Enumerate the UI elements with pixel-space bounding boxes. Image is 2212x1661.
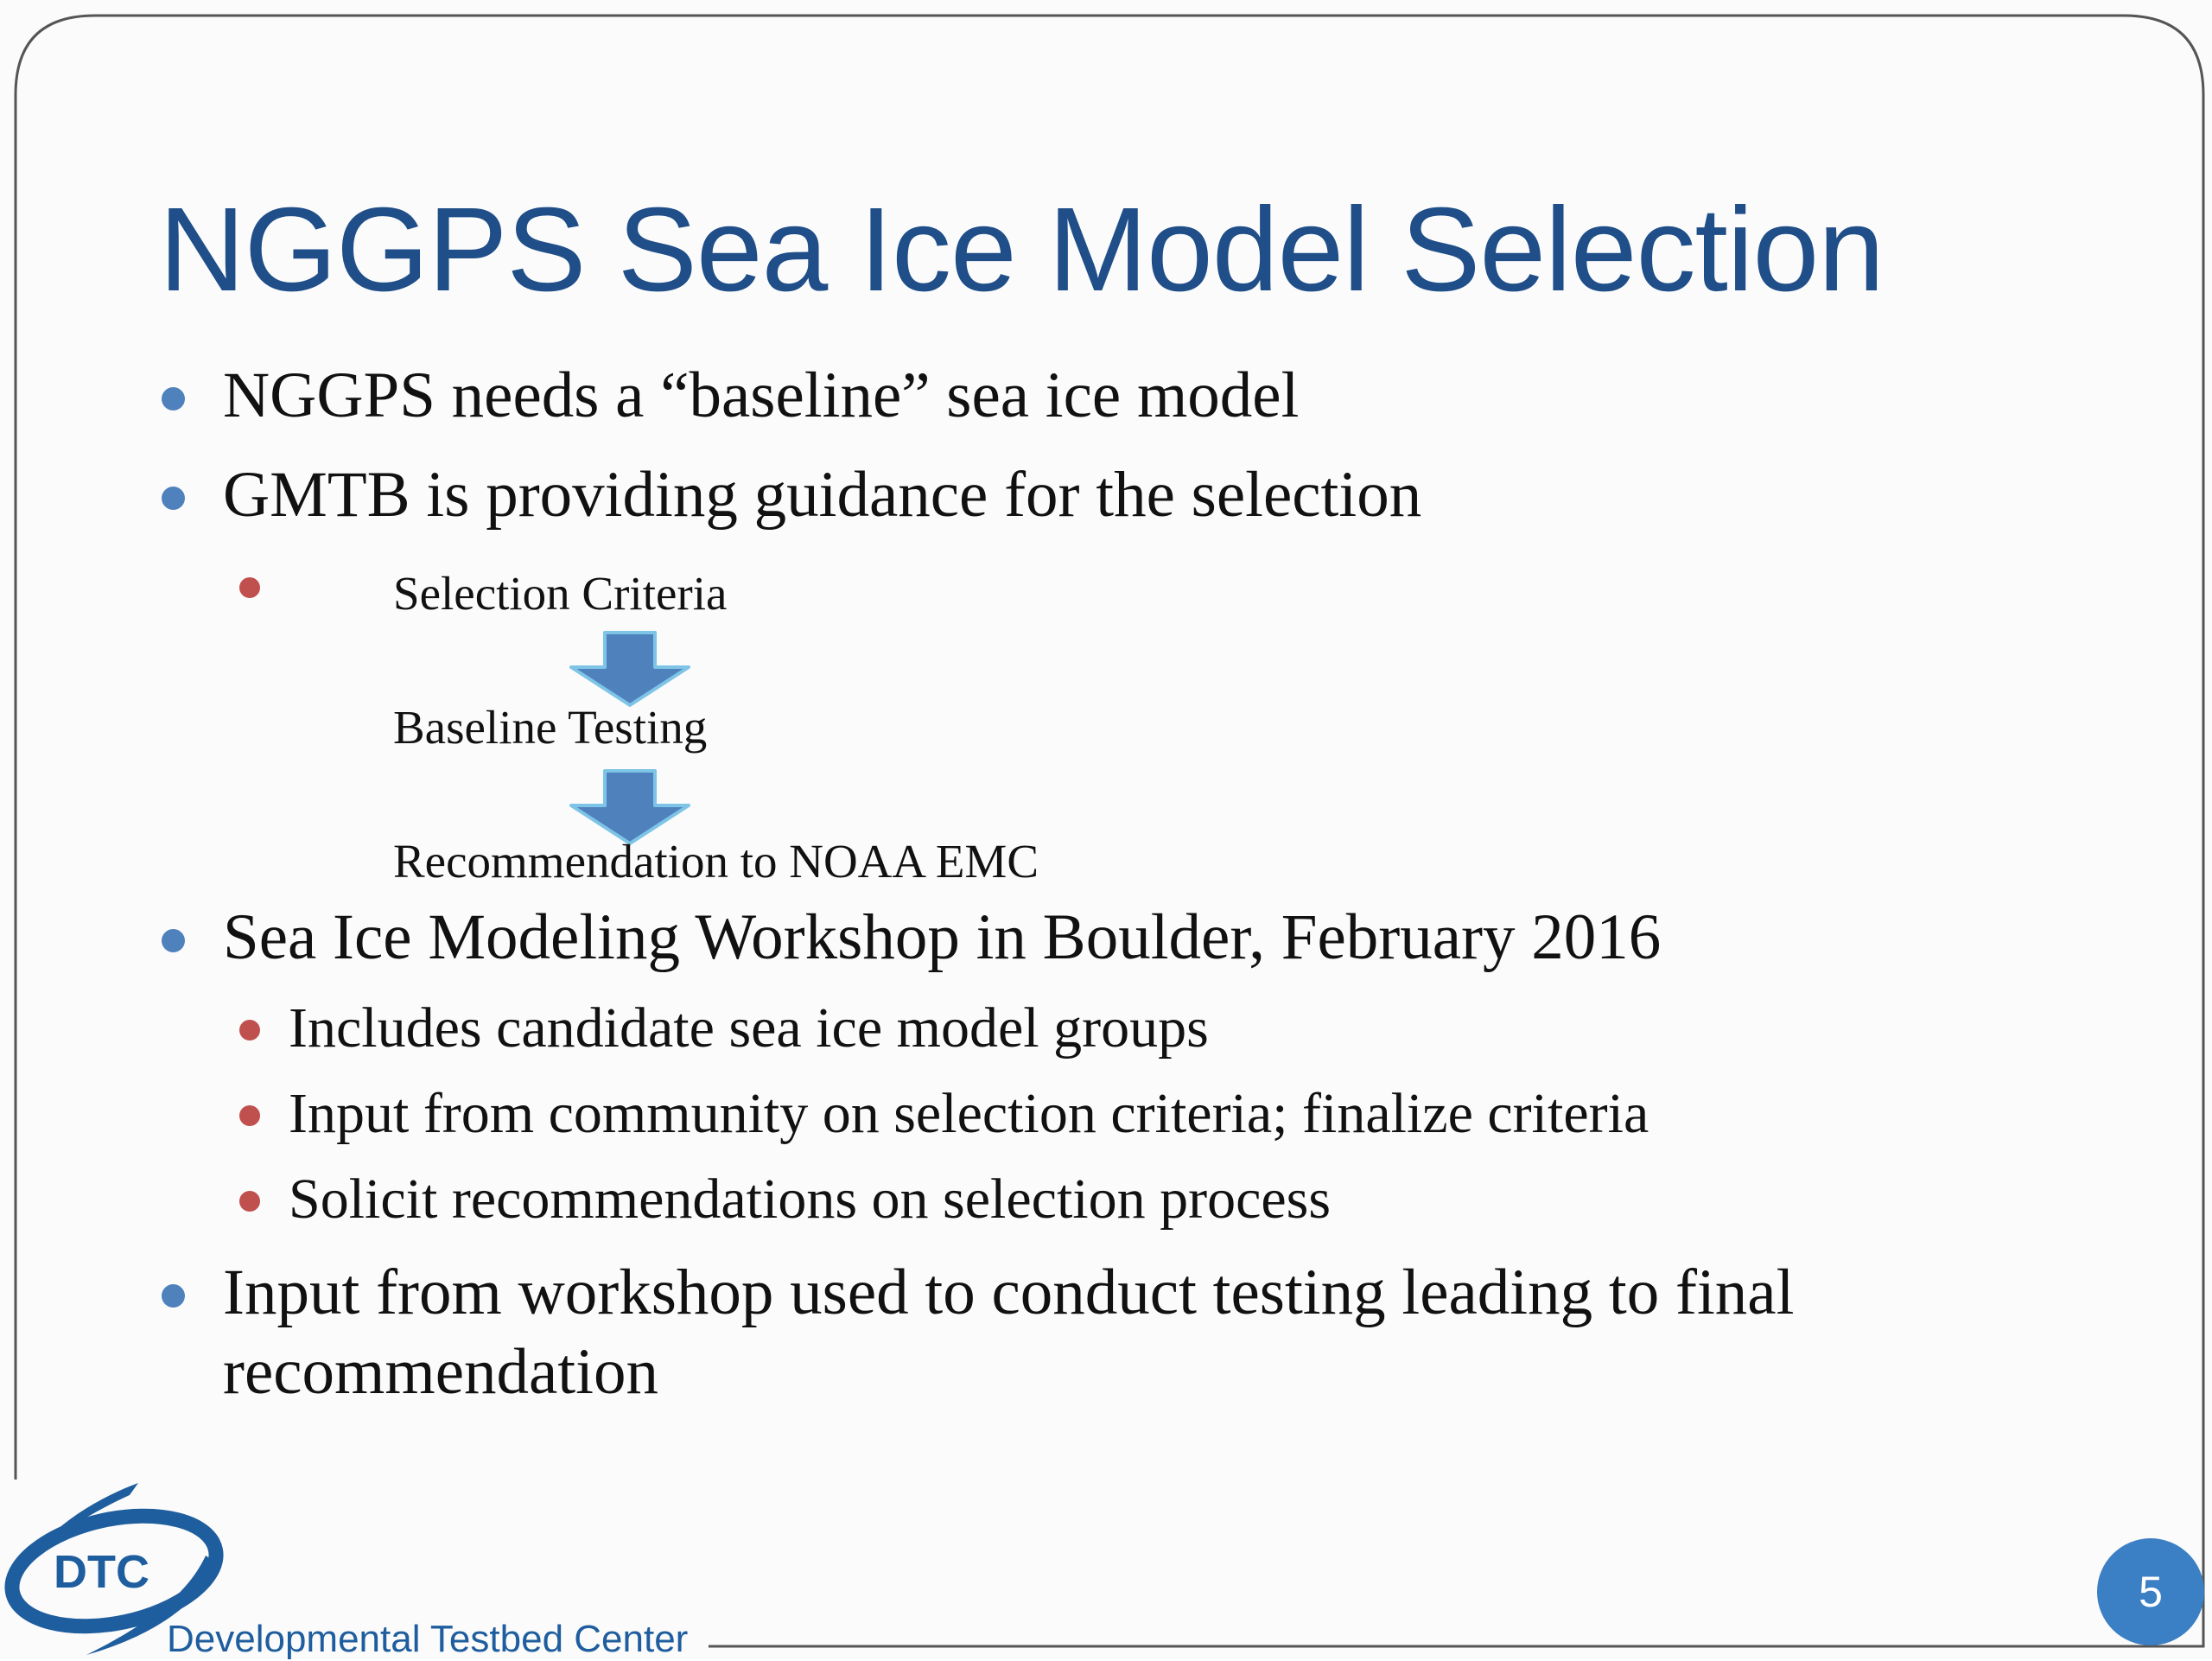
bullet-dot (162, 929, 185, 952)
bullet-dot (239, 1020, 260, 1041)
bullet-testing-line-1: Input from workshop used to conduct testing leading to final (223, 1257, 1795, 1328)
subbullet-candidate-groups: Includes candidate sea ice model groups (289, 996, 1209, 1060)
logo-text: DTC (54, 1546, 149, 1598)
flow-step-baseline-testing: Baseline Testing (393, 701, 708, 754)
slide-title: NGGPS Sea Ice Model Selection (159, 183, 1884, 316)
bullet-baseline-model: NGGPS needs a “baseline” sea ice model (223, 360, 1300, 431)
bullet-dot (162, 1284, 185, 1308)
bullet-dot (162, 487, 185, 510)
subbullet-community-input: Input from community on selection criteria; finalize criteria (289, 1082, 1649, 1145)
bullet-dot (239, 1105, 260, 1126)
flow-step-selection-criteria: Selection Criteria (393, 567, 728, 620)
organization-name: Developmental Testbed Center (167, 1618, 689, 1660)
flow-step-recommendation: Recommendation to NOAA EMC (393, 835, 1039, 888)
bullet-dot (162, 387, 185, 410)
arrow-down-icon (566, 629, 694, 709)
subbullet-solicit-recommendations: Solicit recommendations on selection process (289, 1168, 1332, 1231)
bullet-testing-line-2: recommendation (223, 1336, 658, 1408)
page-number: 5 (2097, 1538, 2204, 1645)
bullet-dot (239, 577, 260, 598)
bullet-workshop: Sea Ice Modeling Workshop in Boulder, February 2016 (223, 901, 1662, 973)
bullet-dot (239, 1191, 260, 1212)
bullet-gmtb-guidance: GMTB is providing guidance for the selection (223, 459, 1422, 531)
